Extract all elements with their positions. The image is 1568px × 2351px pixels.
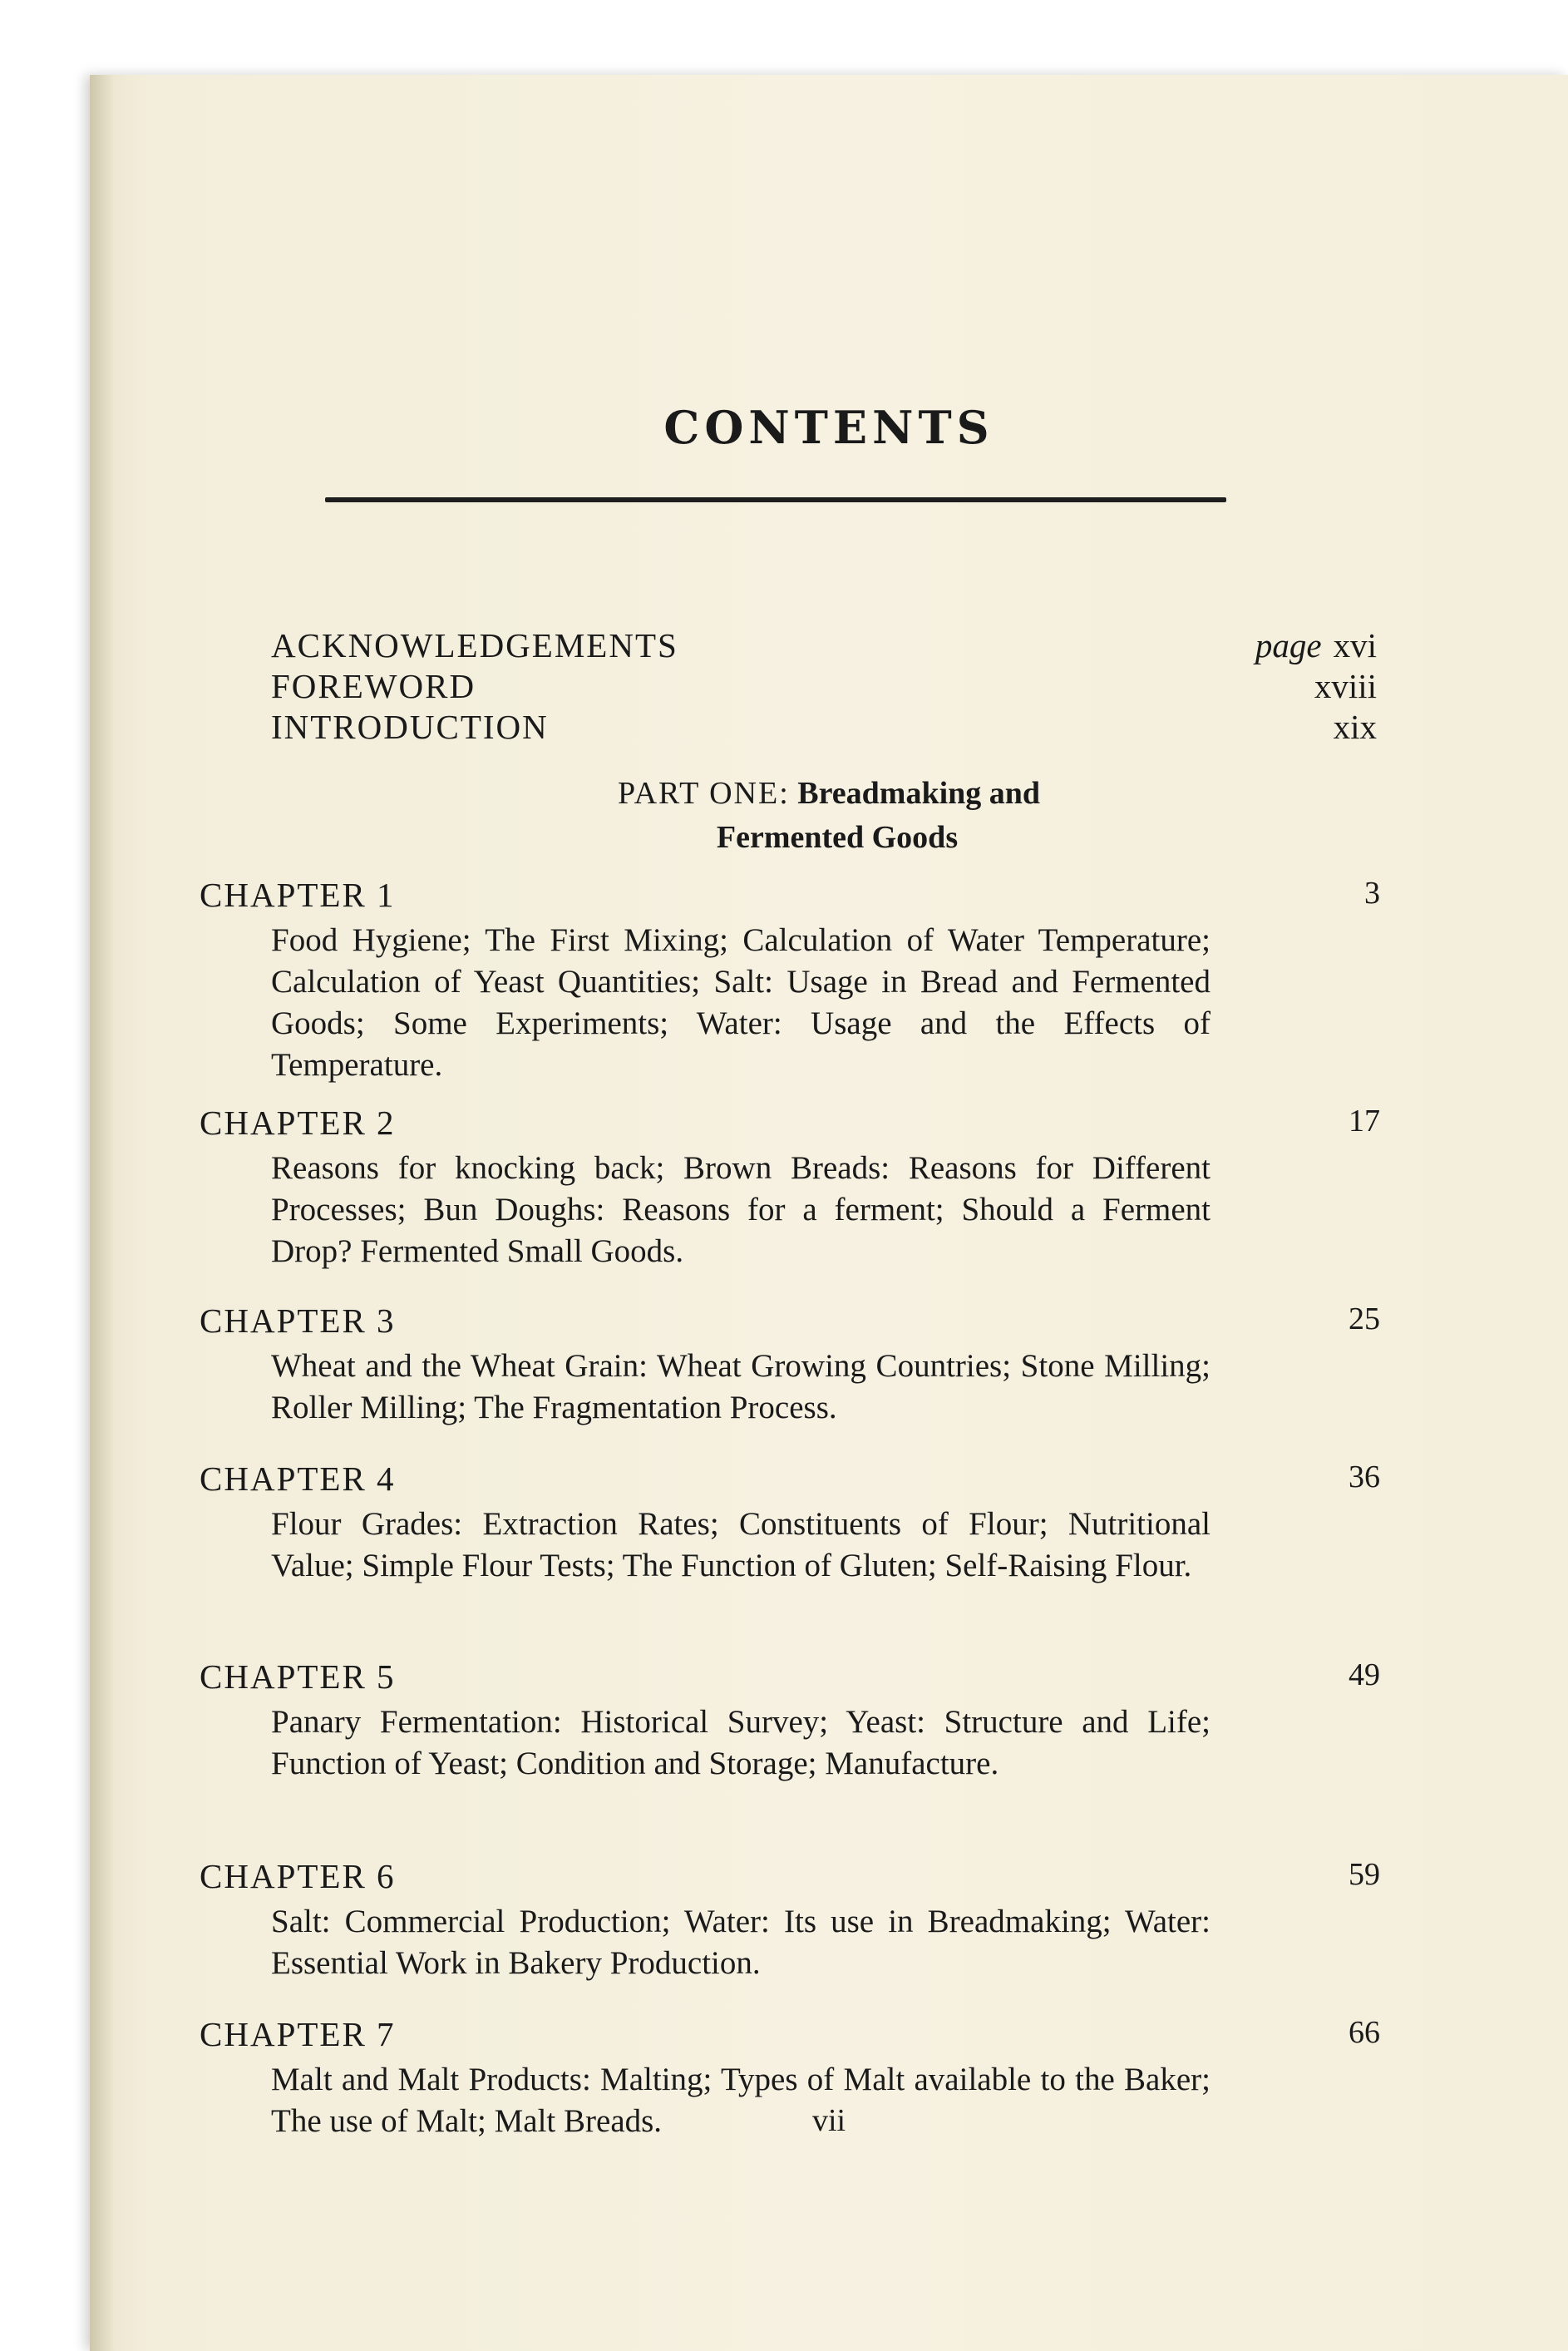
page-number: xviii [1314, 667, 1377, 705]
chapter-description: Malt and Malt Products: Malting; Types of Malt available to the Baker; The use of Malt; Malt Breads. [271, 2062, 1211, 2139]
contents-title: CONTENTS [663, 401, 994, 454]
title-rule [325, 497, 1226, 502]
part-title-line2: Fermented Goods [716, 820, 959, 855]
chapter-entry [200, 1103, 1380, 1272]
chapter-description: Food Hygiene; The First Mixing; Calculation of Water Temperature; Calculation of Yeast Quantities; Salt: Usage in Bread and Fermented Goods; Some Experiments; Water: Usage and the Effects of Temperature. [271, 922, 1211, 1083]
part-number: PART ONE: [617, 776, 790, 811]
front-matter-entry [271, 625, 1377, 667]
chapter-page: 3 [1364, 876, 1380, 911]
chapter-heading [200, 1103, 1380, 1148]
chapter-page: 66 [1349, 2015, 1380, 2050]
page-number: xvi [1333, 626, 1377, 664]
chapter-page: 49 [1349, 1657, 1380, 1692]
chapter-page: 17 [1349, 1104, 1380, 1138]
front-matter-entry [271, 707, 1377, 748]
chapter-heading [200, 875, 1380, 920]
chapter-heading [200, 1856, 1380, 1901]
book-page [90, 75, 1568, 2351]
chapter-page: 25 [1349, 1301, 1380, 1336]
front-matter-label: ACKNOWLEDGEMENTS [271, 626, 678, 664]
front-matter-page [1334, 707, 1377, 747]
chapter-heading [200, 1657, 1380, 1702]
chapter-entry [200, 1657, 1380, 1785]
chapter-description: Wheat and the Wheat Grain: Wheat Growing Countries; Stone Milling; Roller Milling; The Fragmentation Process. [271, 1348, 1211, 1425]
chapter-heading [200, 2014, 1380, 2059]
chapter-description: Salt: Commercial Production; Water: Its use in Breadmaking; Water: Essential Work in Bakery Production. [271, 1904, 1211, 1981]
chapter-description: Flour Grades: Extraction Rates; Constituents of Flour; Nutritional Value; Simple Flour Tests; The Function of Gluten; Self-Raising Flour. [271, 1506, 1211, 1583]
chapter-label: CHAPTER 5 [200, 1657, 396, 1696]
chapter-entry [200, 1459, 1380, 1587]
chapter-entry [200, 1301, 1380, 1429]
page-folio: vii [811, 2103, 846, 2138]
chapter-label: CHAPTER 6 [200, 1857, 396, 1895]
chapter-heading [200, 1301, 1380, 1346]
front-matter-page [1314, 666, 1377, 706]
chapter-label: CHAPTER 3 [200, 1301, 396, 1340]
part-title-line1: Breadmaking and [797, 776, 1041, 811]
chapter-label: CHAPTER 1 [200, 876, 396, 914]
chapter-description: Panary Fermentation: Historical Survey; Yeast: Structure and Life; Function of Yeast; Condition and Storage; Manufacture. [271, 1704, 1211, 1781]
front-matter-entry [271, 666, 1377, 708]
front-matter-label: FOREWORD [271, 667, 476, 705]
front-matter-label: INTRODUCTION [271, 708, 549, 746]
page-number: xix [1333, 708, 1377, 746]
page-prefix: page [1255, 626, 1322, 664]
chapter-entry [200, 1856, 1380, 1984]
chapter-heading [200, 1459, 1380, 1504]
chapter-label: CHAPTER 4 [200, 1459, 396, 1498]
part-heading-line2 [98, 819, 1568, 856]
part-heading [90, 775, 1568, 812]
front-matter-page [1255, 625, 1377, 665]
chapter-page: 59 [1349, 1857, 1380, 1892]
chapter-label: CHAPTER 7 [200, 2015, 396, 2053]
chapter-page: 36 [1349, 1459, 1380, 1494]
chapter-entry [200, 875, 1380, 1086]
chapter-label: CHAPTER 2 [200, 1104, 396, 1142]
chapter-description: Reasons for knocking back; Brown Breads: Reasons for Different Processes; Bun Doughs: Reasons for a ferment; Should a Ferment Drop? Fermented Small Goods. [271, 1150, 1211, 1269]
